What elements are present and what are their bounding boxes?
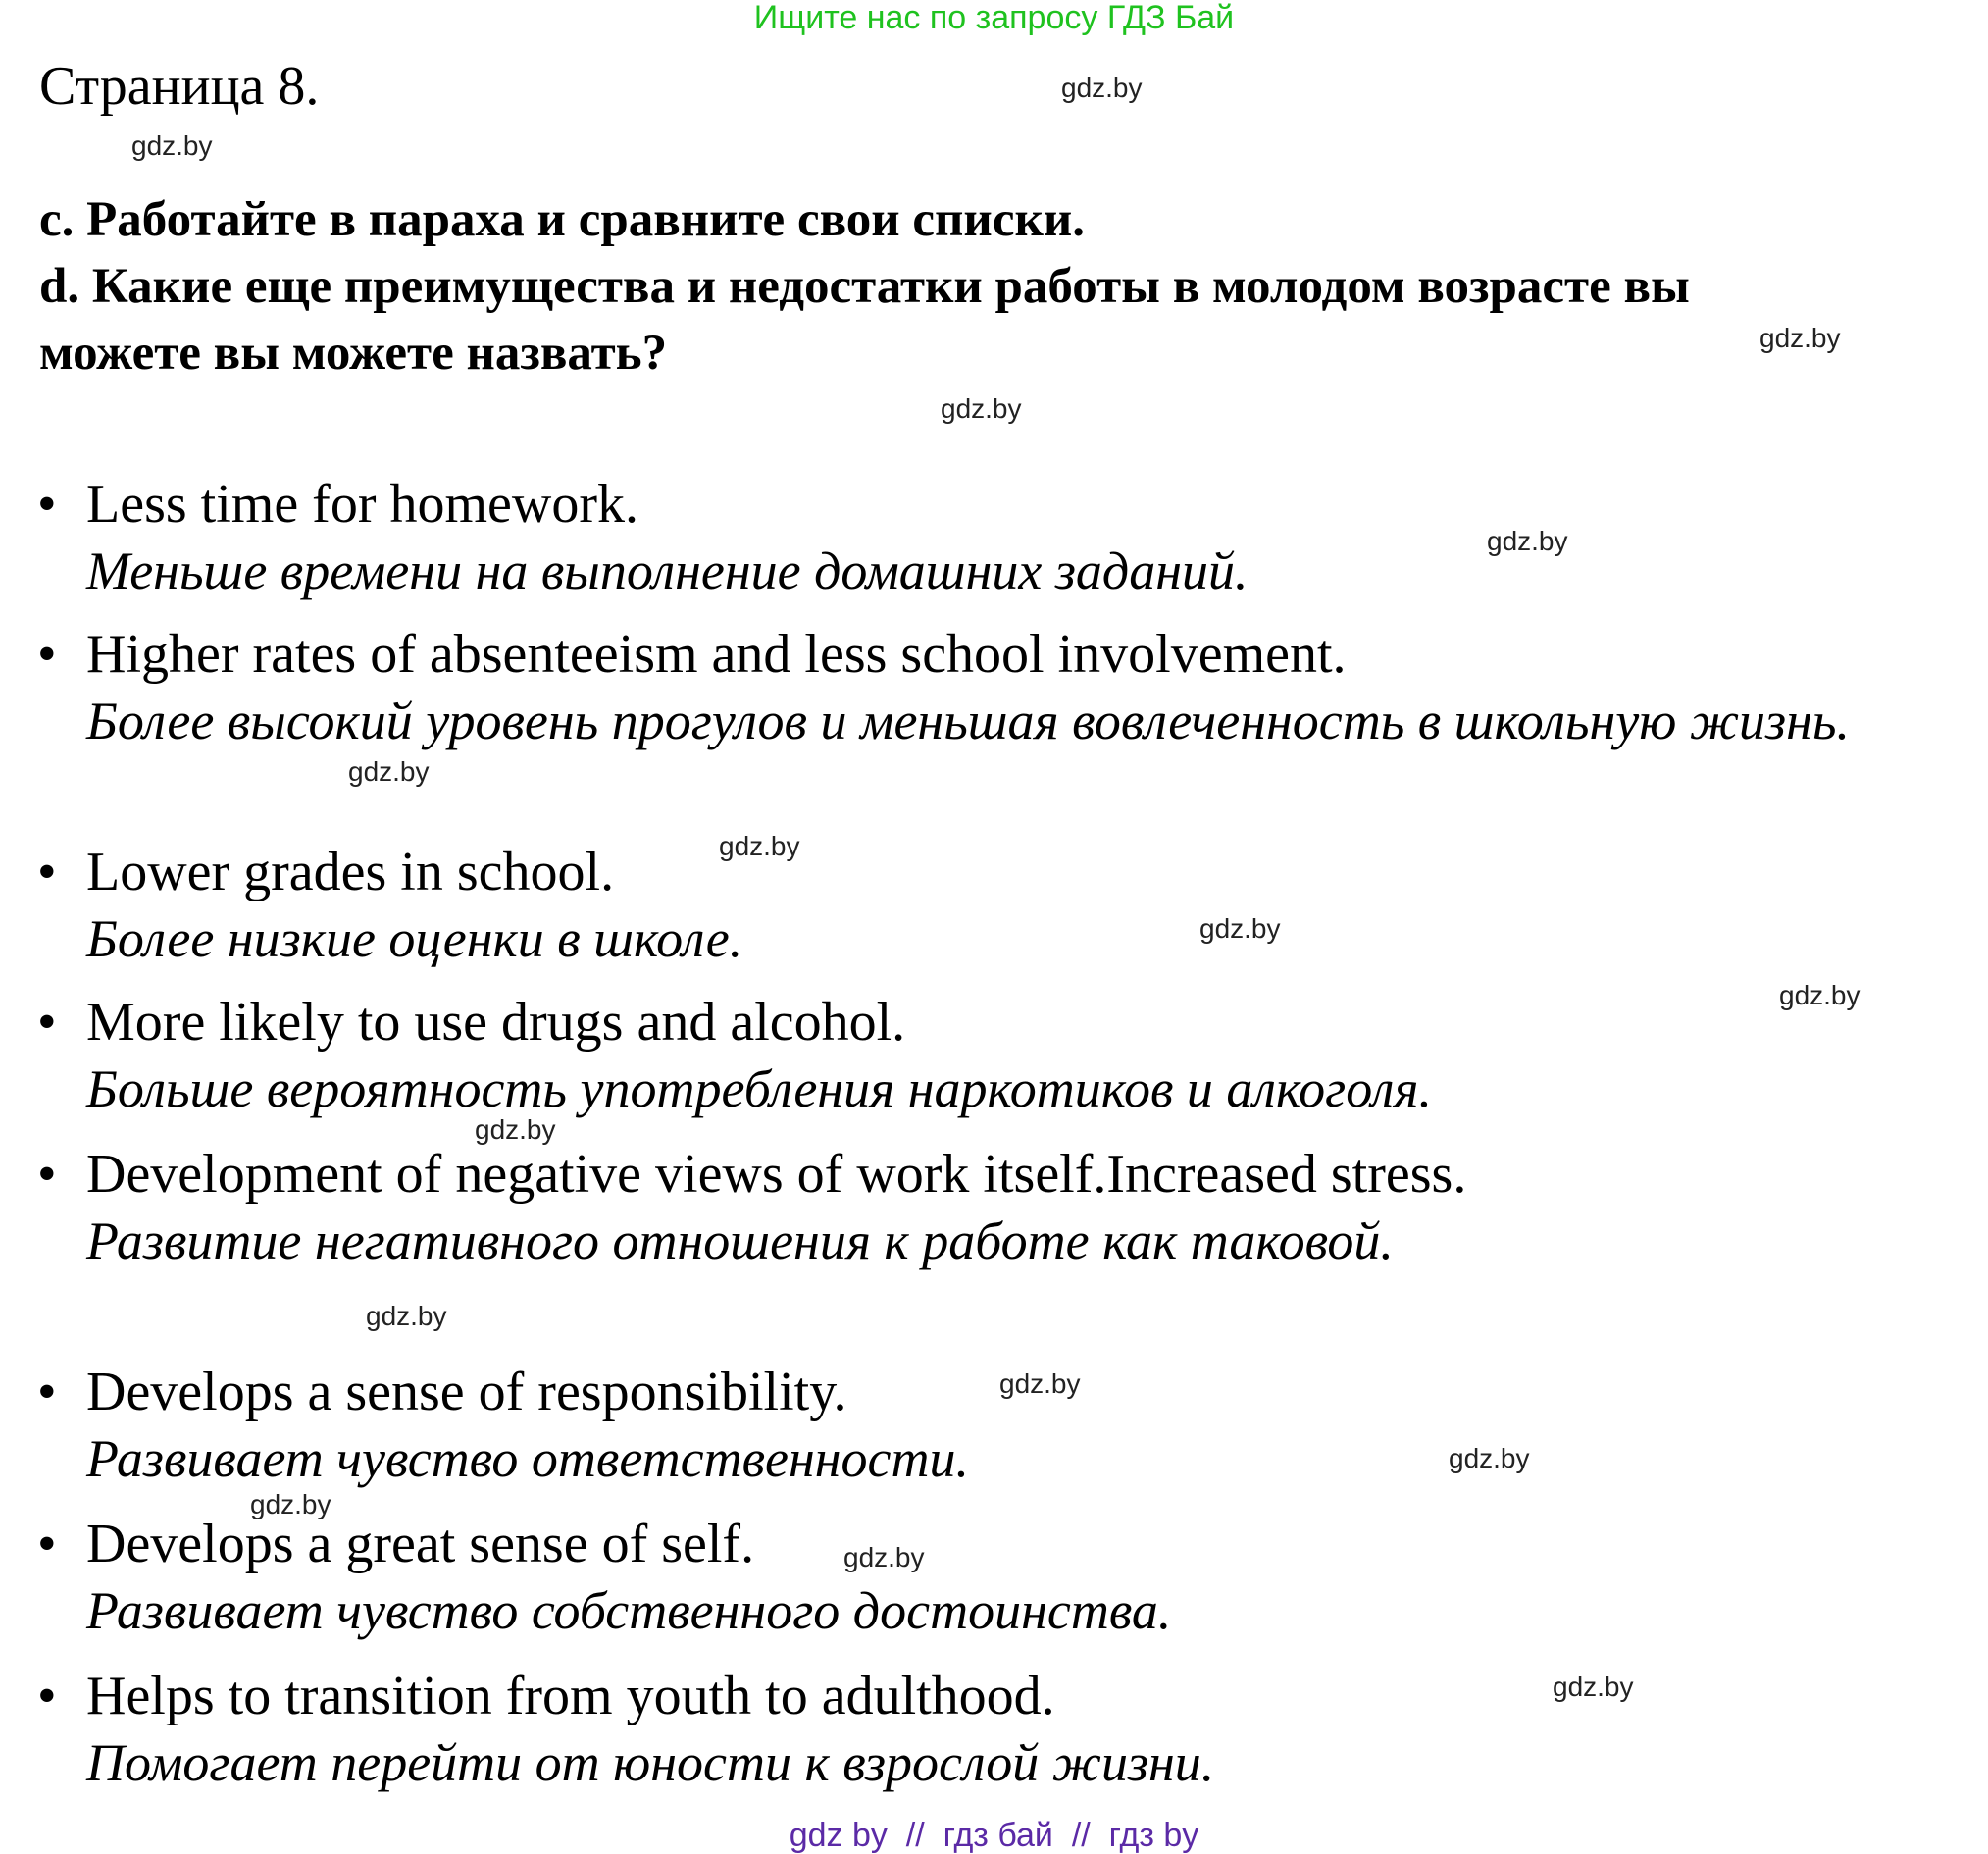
bullet: •	[37, 1666, 57, 1726]
item-russian: Развивает чувство ответственности.	[86, 1429, 970, 1488]
top-banner: Ищите нас по запросу ГДЗ Бай	[753, 0, 1235, 36]
item-russian: Больше вероятность употребления наркотиков и алкоголя.	[86, 1059, 1433, 1118]
task-heading-line-d-cont: можете вы можете назвать?	[39, 326, 668, 381]
item-english: Helps to transition from youth to adulthood.	[86, 1666, 1055, 1726]
bullet: •	[37, 1514, 57, 1574]
bullet: •	[37, 1144, 57, 1205]
watermark: gdz.by	[1199, 913, 1281, 944]
watermark: gdz.by	[1449, 1443, 1530, 1473]
page-title: Страница 8.	[39, 56, 320, 117]
item-english: Develops a sense of responsibility.	[86, 1362, 847, 1422]
task-heading-line-d: d. Какие еще преимущества и недостатки работы в молодом возрасте вы	[39, 259, 1690, 314]
watermark: gdz.by	[1553, 1672, 1634, 1702]
item-english: More likely to use drugs and alcohol.	[86, 992, 906, 1053]
watermark: gdz.by	[1487, 526, 1568, 556]
item-english: Higher rates of absenteeism and less school involvement.	[86, 624, 1347, 685]
item-english: Lower grades in school.	[86, 842, 615, 902]
item-russian: Помогает перейти от юности к взрослой жизни.	[86, 1733, 1215, 1792]
item-english: Development of negative views of work itself.Increased stress.	[86, 1144, 1467, 1205]
watermark: gdz.by	[843, 1542, 925, 1572]
bullet: •	[37, 624, 57, 685]
item-russian: Меньше времени на выполнение домашних заданий.	[86, 541, 1249, 600]
task-heading-line-c: c. Работайте в параха и сравните свои списки.	[39, 192, 1085, 247]
watermark: gdz.by	[475, 1114, 556, 1145]
item-russian: Более высокий уровень прогулов и меньшая вовлеченность в школьную жизнь.	[86, 692, 1850, 750]
watermark: gdz.by	[941, 393, 1022, 424]
watermark: gdz.by	[1779, 980, 1861, 1010]
watermark: gdz.by	[1061, 73, 1143, 103]
item-english: Develops a great sense of self.	[86, 1514, 755, 1574]
bullet: •	[37, 992, 57, 1053]
bullet: •	[37, 474, 57, 535]
watermark: gdz.by	[131, 130, 213, 161]
bullet: •	[37, 842, 57, 902]
watermark: gdz.by	[250, 1489, 331, 1519]
watermark: gdz.by	[1759, 323, 1841, 353]
watermark: gdz.by	[348, 756, 430, 787]
footer-watermark: gdz by // гдз бай // гдз by	[789, 1817, 1199, 1854]
item-russian: Более низкие оценки в школе.	[86, 909, 743, 968]
watermark: gdz.by	[999, 1368, 1081, 1399]
item-russian: Развитие негативного отношения к работе как таковой.	[86, 1211, 1394, 1270]
watermark: gdz.by	[366, 1301, 447, 1331]
item-english: Less time for homework.	[86, 474, 638, 535]
item-russian: Развивает чувство собственного достоинства.	[86, 1581, 1172, 1640]
bullet: •	[37, 1362, 57, 1422]
watermark: gdz.by	[719, 831, 800, 861]
